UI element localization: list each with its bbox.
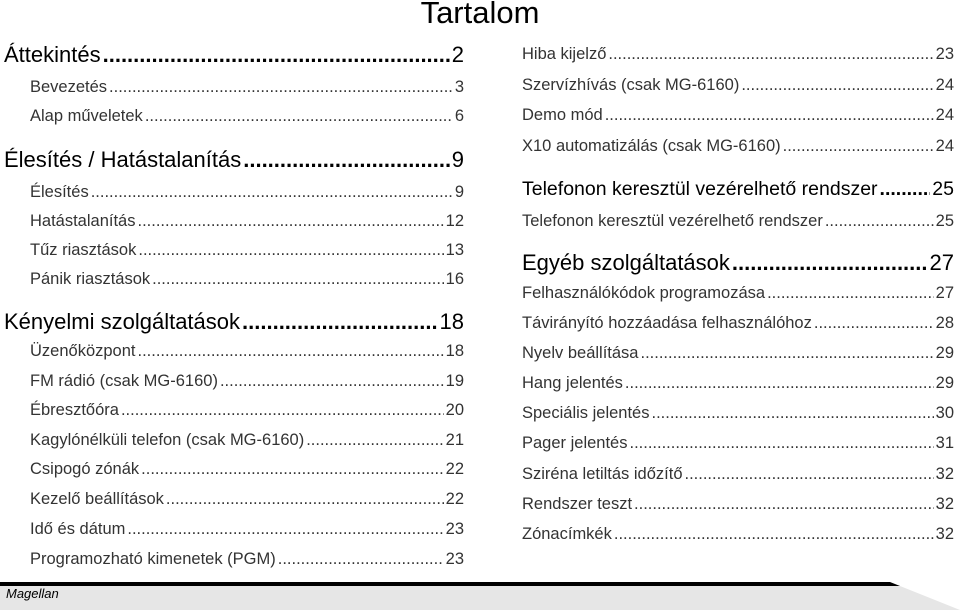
toc-page-number: 2 (451, 42, 464, 67)
toc-leader-dots (278, 550, 444, 569)
toc-leader-dots (783, 137, 934, 156)
toc-page-number: 18 (445, 342, 464, 360)
toc-leader-dots (166, 490, 444, 509)
toc-entry[interactable] (522, 212, 954, 231)
toc-leader-dots (634, 495, 934, 514)
toc-label: X10 automatizálás (csak MG-6160) (522, 137, 781, 155)
toc-entry[interactable] (522, 525, 954, 544)
toc-entry[interactable] (30, 78, 464, 97)
toc-leader-dots (138, 342, 444, 361)
toc-page-number: 25 (935, 212, 954, 230)
toc-leader-dots (127, 520, 443, 539)
toc-label: Programozható kimenetek (PGM) (30, 550, 276, 568)
toc-page-number: 21 (445, 431, 464, 449)
toc-leader-dots (141, 460, 443, 479)
toc-page-number: 22 (445, 460, 464, 478)
toc-label: Speciális jelentés (522, 404, 650, 422)
toc-section-comfort[interactable] (4, 309, 464, 335)
toc-entry[interactable] (30, 372, 464, 391)
toc-label: Távirányító hozzáadása felhasználóhoz (522, 314, 812, 332)
toc-label: Nyelv beállítása (522, 344, 639, 362)
toc-leader-dots (242, 309, 438, 335)
toc-leader-dots (625, 374, 934, 393)
toc-leader-dots (103, 42, 450, 68)
toc-leader-dots (825, 212, 934, 231)
toc-entry[interactable] (30, 550, 464, 569)
toc-leader-dots (121, 401, 444, 420)
toc-entry[interactable] (522, 314, 954, 333)
toc-page-number: 27 (935, 284, 954, 302)
toc-entry[interactable] (30, 431, 464, 450)
toc-page-number: 9 (454, 183, 464, 201)
toc-page-number: 25 (932, 178, 954, 200)
toc-page-number: 12 (445, 212, 464, 230)
toc-entry[interactable] (522, 76, 954, 95)
toc-label: Alap műveletek (30, 107, 143, 125)
toc-page-number: 13 (445, 241, 464, 259)
toc-label: Telefonon keresztül vezérelhető rendszer (522, 212, 823, 230)
page-title: Tartalom (420, 0, 540, 30)
toc-label: Kezelő beállítások (30, 490, 164, 508)
toc-entry[interactable] (30, 241, 464, 260)
toc-label: Kényelmi szolgáltatások (4, 309, 241, 334)
toc-entry[interactable] (522, 465, 954, 484)
toc-leader-dots (630, 434, 934, 453)
toc-entry[interactable] (522, 137, 954, 156)
toc-page-number: 19 (445, 372, 464, 390)
toc-page-number: 22 (445, 490, 464, 508)
toc-label: Pager jelentés (522, 434, 628, 452)
toc-leader-dots (152, 270, 444, 289)
toc-label: Élesítés / Hatástalanítás (4, 147, 242, 172)
toc-page-number: 32 (935, 465, 954, 483)
toc-page-number: 24 (935, 76, 954, 94)
toc-page-number: 23 (935, 45, 954, 63)
toc-leader-dots (767, 284, 934, 303)
toc-leader-dots (137, 212, 443, 231)
toc-label: FM rádió (csak MG-6160) (30, 372, 218, 390)
toc-entry[interactable] (522, 284, 954, 303)
toc-page-number: 30 (935, 404, 954, 422)
toc-entry[interactable] (30, 520, 464, 539)
toc-entry[interactable] (30, 490, 464, 509)
toc-label: Idő és dátum (30, 520, 126, 538)
toc-entry[interactable] (30, 460, 464, 479)
page-footer (0, 582, 960, 610)
toc-page-number: 23 (445, 520, 464, 538)
toc-leader-dots (145, 107, 453, 126)
toc-entry[interactable] (522, 434, 954, 453)
toc-page-number: 32 (935, 495, 954, 513)
toc-leader-dots (306, 431, 443, 450)
toc-leader-dots (608, 45, 933, 64)
toc-label: Ébresztőóra (30, 401, 119, 419)
toc-section-overview[interactable] (4, 42, 464, 68)
toc-page-number: 31 (935, 434, 954, 452)
toc-entry[interactable] (522, 45, 954, 64)
toc-entry[interactable] (30, 107, 464, 126)
toc-page-number: 24 (935, 106, 954, 124)
toc-page-number: 18 (439, 309, 464, 334)
toc-label: Áttekintés (4, 42, 101, 67)
toc-page-number: 9 (451, 147, 464, 172)
toc-page-number: 23 (445, 550, 464, 568)
toc-leader-dots (605, 106, 934, 125)
toc-leader-dots (138, 241, 443, 260)
toc-leader-dots (614, 525, 934, 544)
toc-leader-dots (109, 78, 453, 97)
toc-label: Üzenőközpont (30, 342, 136, 360)
toc-page-number: 29 (935, 374, 954, 392)
toc-label: Pánik riasztások (30, 270, 151, 288)
footer-brand: Magellan (6, 586, 59, 601)
toc-page-number: 29 (935, 344, 954, 362)
toc-label: Demo mód (522, 106, 603, 124)
toc-label: Szervízhívás (csak MG-6160) (522, 76, 740, 94)
footer-page-number: 1 (940, 586, 948, 601)
toc-page-number: 3 (454, 78, 464, 96)
toc-entry[interactable] (30, 183, 464, 202)
toc-label: Hatástalanítás (30, 212, 136, 230)
toc-leader-dots (652, 404, 934, 423)
toc-entry[interactable] (522, 344, 954, 363)
footer-corner-cut (890, 582, 960, 610)
toc-label: Telefonon keresztül vezérelhető rendszer (522, 178, 878, 200)
toc-leader-dots (741, 76, 933, 95)
toc-entry[interactable] (30, 401, 464, 420)
toc-label: Bevezetés (30, 78, 108, 96)
toc-page-number: 24 (935, 137, 954, 155)
toc-leader-dots (91, 183, 453, 202)
toc-section-arming[interactable] (4, 147, 464, 173)
toc-entry[interactable] (30, 270, 464, 289)
toc-page-number: 6 (454, 107, 464, 125)
toc-label: Sziréna letiltás időzítő (522, 465, 683, 483)
toc-page-number: 27 (929, 250, 954, 275)
toc-label: Egyéb szolgáltatások (522, 250, 730, 275)
toc-label: Hiba kijelző (522, 45, 607, 63)
toc-entry[interactable] (522, 404, 954, 423)
toc-label: Kagylónélküli telefon (csak MG-6160) (30, 431, 305, 449)
toc-section-phone-control[interactable] (522, 178, 954, 201)
toc-leader-dots (814, 314, 934, 333)
toc-section-other-services[interactable] (522, 250, 954, 276)
toc-leader-dots (685, 465, 934, 484)
toc-page-number: 20 (445, 401, 464, 419)
toc-leader-dots (220, 372, 444, 391)
toc-entry[interactable] (522, 374, 954, 393)
toc-leader-dots (243, 147, 450, 173)
toc-label: Élesítés (30, 183, 89, 201)
toc-label: Felhasználókódok programozása (522, 284, 766, 302)
toc-label: Hang jelentés (522, 374, 623, 392)
toc-leader-dots (640, 344, 933, 363)
toc-page-number: 16 (445, 270, 464, 288)
toc-label: Zónacímkék (522, 525, 612, 543)
toc-entry[interactable] (30, 342, 464, 361)
toc-page-number: 28 (935, 314, 954, 332)
toc-label: Csipogó zónák (30, 460, 140, 478)
toc-label: Rendszer teszt (522, 495, 633, 513)
toc-label: Tűz riasztások (30, 241, 137, 259)
toc-leader-dots (732, 250, 928, 276)
toc-entry[interactable] (30, 212, 464, 231)
toc-entry[interactable] (522, 106, 954, 125)
toc-page-number: 32 (935, 525, 954, 543)
toc-leader-dots (880, 178, 931, 201)
footer-bar (0, 586, 960, 610)
toc-entry[interactable] (522, 495, 954, 514)
